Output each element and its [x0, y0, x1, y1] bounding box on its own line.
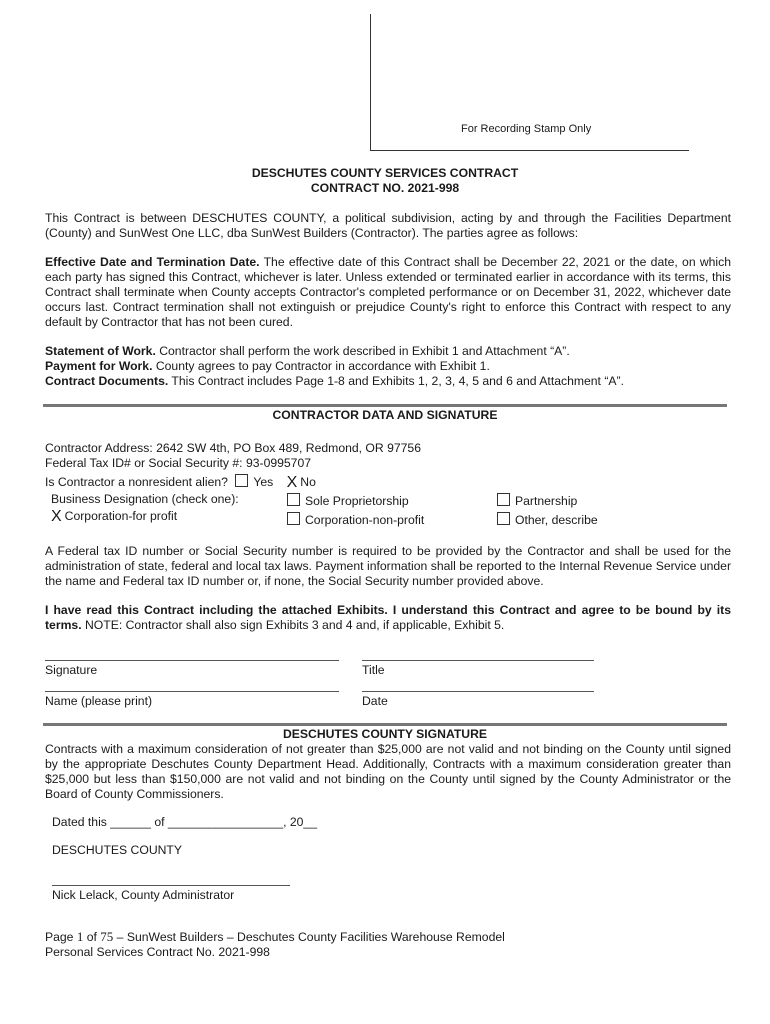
business-designation-label: Business Designation (check one): [51, 492, 239, 506]
contract-number: CONTRACT NO. 2021-998 [310, 181, 460, 195]
page-prefix: Page [45, 930, 77, 944]
option-other [497, 512, 598, 528]
alien-no-checkmark[interactable]: X [286, 474, 298, 491]
contract-title: DESCHUTES COUNTY SERVICES CONTRACT [251, 166, 519, 180]
county-signature-line[interactable] [52, 885, 290, 886]
sole-proprietorship-checkbox[interactable] [287, 493, 300, 506]
county-signature-paragraph: Contracts with a maximum consideration of not greater than $25,000 are not valid and not binding on the County until signed by the appropriate Deschutes County Department Head. Additionally, Contracts with a maximum consideration greater than $25,000 but less than $150,000 are not valid and not binding on the County until signed by the County Administrator or the Board of County Commissioners. [45, 742, 731, 801]
other-checkbox[interactable] [497, 512, 510, 525]
term-text: Contractor shall perform the work described in Exhibit 1 and Attachment “A”. [155, 344, 570, 358]
contractor-tax-id: Federal Tax ID# or Social Security #: 93-0995707 [45, 456, 312, 470]
corp-nonprofit-label: Corporation-non-profit [305, 513, 425, 527]
page-number: 1 [76, 929, 84, 944]
agreement-paragraph [45, 603, 731, 633]
contractor-address: Contractor Address: 2642 SW 4th, PO Box 489, Redmond, OR 97756 [45, 441, 421, 455]
other-label: Other, describe [515, 513, 598, 527]
contractor-section-title: CONTRACTOR DATA AND SIGNATURE [272, 408, 498, 422]
option-sole-proprietorship [287, 493, 409, 509]
option-corp-profit [51, 509, 177, 524]
county-section-title: DESCHUTES COUNTY SIGNATURE [282, 727, 488, 741]
signature-label: Signature [45, 663, 98, 677]
corp-profit-label: Corporation-for profit [64, 509, 178, 523]
recording-stamp-label: For Recording Stamp Only [461, 123, 592, 135]
county-org-name: DESCHUTES COUNTY [52, 843, 183, 857]
nonresident-alien-row [45, 474, 316, 490]
section-divider [43, 404, 727, 407]
agreement-statement: I have read this Contract including the attached Exhibits. I understand this Contract and agree to be bound by its terms. [45, 603, 731, 632]
term-heading: Statement of Work. [45, 344, 156, 358]
payment-for-work [45, 359, 731, 374]
corp-profit-checkmark[interactable]: X [51, 508, 62, 525]
agreement-note: NOTE: Contractor shall also sign Exhibits 3 and 4 and, if applicable, Exhibit 5. [81, 618, 505, 632]
contract-documents [45, 374, 731, 389]
alien-yes-checkbox[interactable] [235, 474, 248, 487]
term-text: This Contract includes Page 1-8 and Exhibits 1, 2, 3, 4, 5 and 6 and Attachment “A”. [168, 374, 624, 388]
title-line[interactable] [362, 660, 594, 661]
page-of: of [83, 930, 101, 944]
corp-nonprofit-checkbox[interactable] [287, 512, 300, 525]
sole-proprietorship-label: Sole Proprietorship [305, 494, 409, 508]
alien-no-label: No [300, 475, 316, 489]
effective-date-text: The effective date of this Contract shall be December 22, 2021 or the date, on which each party has signed this Contract, whichever is later. Unless extended or terminated earlier in accordance with its terms, this Contract shall terminate when County accepts Contractor's completed performance or on December 31, 2022, whichever date occurs last. Contract termination shall not extinguish or prejudice County's right to enforce this Contract with respect to any default by Contractor that has not been cured. [45, 255, 732, 329]
footer-project: – SunWest Builders – Deschutes County Facilities Warehouse Remodel [113, 930, 505, 944]
signature-line[interactable] [45, 660, 339, 661]
partnership-checkbox[interactable] [497, 493, 510, 506]
option-corp-nonprofit [287, 512, 424, 528]
partnership-label: Partnership [515, 494, 578, 508]
statement-of-work [45, 344, 731, 359]
section-divider [43, 723, 727, 726]
name-label: Name (please print) [45, 694, 153, 708]
term-heading: Payment for Work. [45, 359, 153, 373]
dated-line[interactable]: Dated this ______ of _________________, 20__ [52, 815, 317, 829]
effective-date-heading: Effective Date and Termination Date. [45, 255, 260, 269]
name-line[interactable] [45, 691, 339, 692]
term-heading: Contract Documents. [45, 374, 169, 388]
footer-line-1 [45, 929, 505, 945]
term-text: County agrees to pay Contractor in accordance with Exhibit 1. [152, 359, 490, 373]
county-signer-name: Nick Lelack, County Administrator [52, 888, 235, 902]
effective-date-paragraph [45, 255, 731, 330]
nonresident-alien-question: Is Contractor a nonresident alien? [45, 475, 228, 489]
option-partnership [497, 493, 577, 509]
page-total: 75 [100, 929, 114, 944]
terms-block [45, 344, 731, 389]
alien-yes-label: Yes [253, 475, 274, 489]
intro-paragraph: This Contract is between DESCHUTES COUNTY, a political subdivision, acting by and through the Facilities Department (County) and SunWest One LLC, dba SunWest Builders (Contractor). The parties agree as follows: [45, 211, 731, 240]
date-line[interactable] [362, 691, 594, 692]
date-label: Date [362, 694, 388, 708]
tax-id-note: A Federal tax ID number or Social Security number is required to be provided by the Contractor and shall be used for the administration of state, federal and local tax laws. Payment information shall be reported to the Internal Revenue Service under the name and Federal tax ID number or, if none, the Social Security number provided above. [45, 544, 731, 588]
title-label: Title [362, 663, 385, 677]
footer-line-2: Personal Services Contract No. 2021-998 [45, 945, 270, 959]
